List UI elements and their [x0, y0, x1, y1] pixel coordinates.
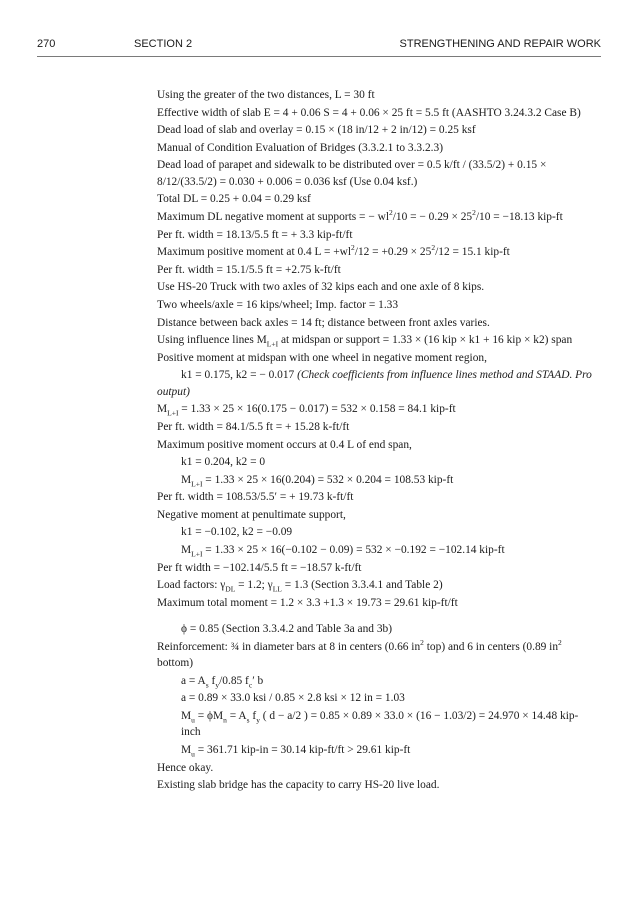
text-line: Effective width of slab E = 4 + 0.06 S = 4 + 0.06 × 25 ft = 5.5 ft (AASHTO 3.24.3.2 Case B) [157, 106, 581, 119]
page-header [0, 38, 641, 58]
text-line: k1 = 0.175, k2 = − 0.017 (Check coefficients from influence lines method and STAAD. Pro output) [157, 369, 592, 398]
text-line: Per ft. width = 108.53/5.5′ = + 19.73 k-ft/ft [157, 491, 354, 504]
text-line: Dead load of slab and overlay = 0.15 × (18 in/12 + 2 in/12) = 0.25 ksf [157, 124, 476, 137]
text-line: Load factors: $\gamma_{DL} = 1.2$; $\gamma_{LL} = 1.3$ (Section 3.3.4.1 and Table 2) [157, 579, 443, 594]
text-line: Hence okay. [157, 761, 214, 774]
running-title: STRENGTHENING AND REPAIR WORK [399, 38, 601, 50]
text-line: k1 = 0.204, k2 = 0 [181, 456, 266, 469]
header-rule [37, 56, 601, 57]
text-line: $M_{L+I} = 1.33 \times 25 \times 16(-0.102 - 0.09) = 532 \times -0.192 = -102.14$ kip-ft [181, 544, 505, 559]
text-line: $M_{L+I} = 1.33 \times 25 \times 16(0.175 - 0.017) = 532 \times 0.158 = 84.1$ kip-ft [157, 403, 456, 418]
text-line: Total DL = 0.25 + 0.04 = 0.29 ksf [157, 193, 311, 206]
text-line: Per ft. width = 18.13/5.5 ft = + 3.3 kip-ft/ft [157, 228, 353, 241]
text-line: Maximum positive moment occurs at 0.4 L of end span, [157, 438, 412, 451]
text-line: k1 = −0.102, k2 = −0.09 [181, 526, 293, 539]
text-line: Using influence lines $M_{L+I}$ at midspan or support = 1.33 × (16 kip × k1 + 16 kip × k2) span [157, 334, 573, 349]
text-line: Using the greater of the two distances, L = 30 ft [157, 89, 375, 101]
section-label: SECTION 2 [134, 38, 193, 50]
text-line: Per ft. width = 15.1/5.5 ft = +2.75 k-ft/ft [157, 263, 341, 276]
text-line: $a = A_s$ $f_y/0.85$ $f_c'$ b [181, 674, 264, 690]
text-line: Use HS-20 Truck with two axles of 32 kips each and one axle of 8 kips. [157, 281, 485, 294]
text-line: Negative moment at penultimate support, [157, 508, 346, 521]
page-number: 270 [37, 38, 56, 50]
text-line: $M_u = 361.71$ kip-in = 30.14 kip-ft/ft > 29.61 kip-ft [181, 744, 411, 759]
text-line: Dead load of parapet and sidewalk to be distributed over = 0.5 k/ft / (33.5/2) + 0.15 × 8/12/(33.5/2) = 0.030 + 0.006 = 0.036 ksf (Use 0.04 ksf.) [157, 159, 547, 188]
text-line: Maximum total moment = 1.2 × 3.3 +1.3 × 19.73 = 29.61 kip-ft/ft [157, 596, 458, 609]
calculation-body [157, 87, 597, 795]
text-line: $M_{L+I} = 1.33 \times 25 \times 16(0.204) = 532 \times 0.204 = 108.53$ kip-ft [181, 473, 454, 488]
text-line: Two wheels/axle = 16 kips/wheel; Imp. factor = 1.33 [157, 298, 399, 311]
text-line: Manual of Condition Evaluation of Bridges (3.3.2.1 to 3.3.2.3) [157, 141, 443, 154]
text-line: Maximum DL negative moment at supports = − $wl^2/10$ = − $0.29 \times 25^2/10 = -18.13$ kip-ft [157, 208, 563, 223]
text-line: Per ft. width = 84.1/5.5 ft = + 15.28 k-ft/ft [157, 420, 350, 433]
text-line: a = 0.89 × 33.0 ksi / 0.85 × 2.8 ksi × 12 in = 1.03 [181, 692, 405, 705]
text-line: Maximum positive moment at 0.4 $L = +wl^2/12 = +0.29 \times 25^2/12 = 15.1$ kip-ft [157, 243, 510, 259]
text-line: Existing slab bridge has the capacity to carry HS-20 live load. [157, 779, 440, 792]
text-line: ϕ = 0.85 (Section 3.3.4.2 and Table 3a and 3b) [181, 623, 393, 636]
text-line: Positive moment at midspan with one wheel in negative moment region, [157, 351, 487, 364]
text-line: Reinforcement: ¾ in diameter bars at 8 in centers (0.66 $in^2$ top) and 6 in centers (0.89 $in^2$ bottom) [157, 638, 562, 670]
text-line: $M_u = \phi M_n = A_s$ $f_y$ ( d − a/2 ) = 0.85 × 0.89 × 33.0 × (16 − 1.03/2) = 24.970 × 14.48 kip-inch [181, 710, 579, 739]
text-line: Per ft width = −102.14/5.5 ft = −18.57 k-ft/ft [157, 561, 362, 574]
text-line: Distance between back axles = 14 ft; distance between front axles varies. [157, 316, 490, 329]
